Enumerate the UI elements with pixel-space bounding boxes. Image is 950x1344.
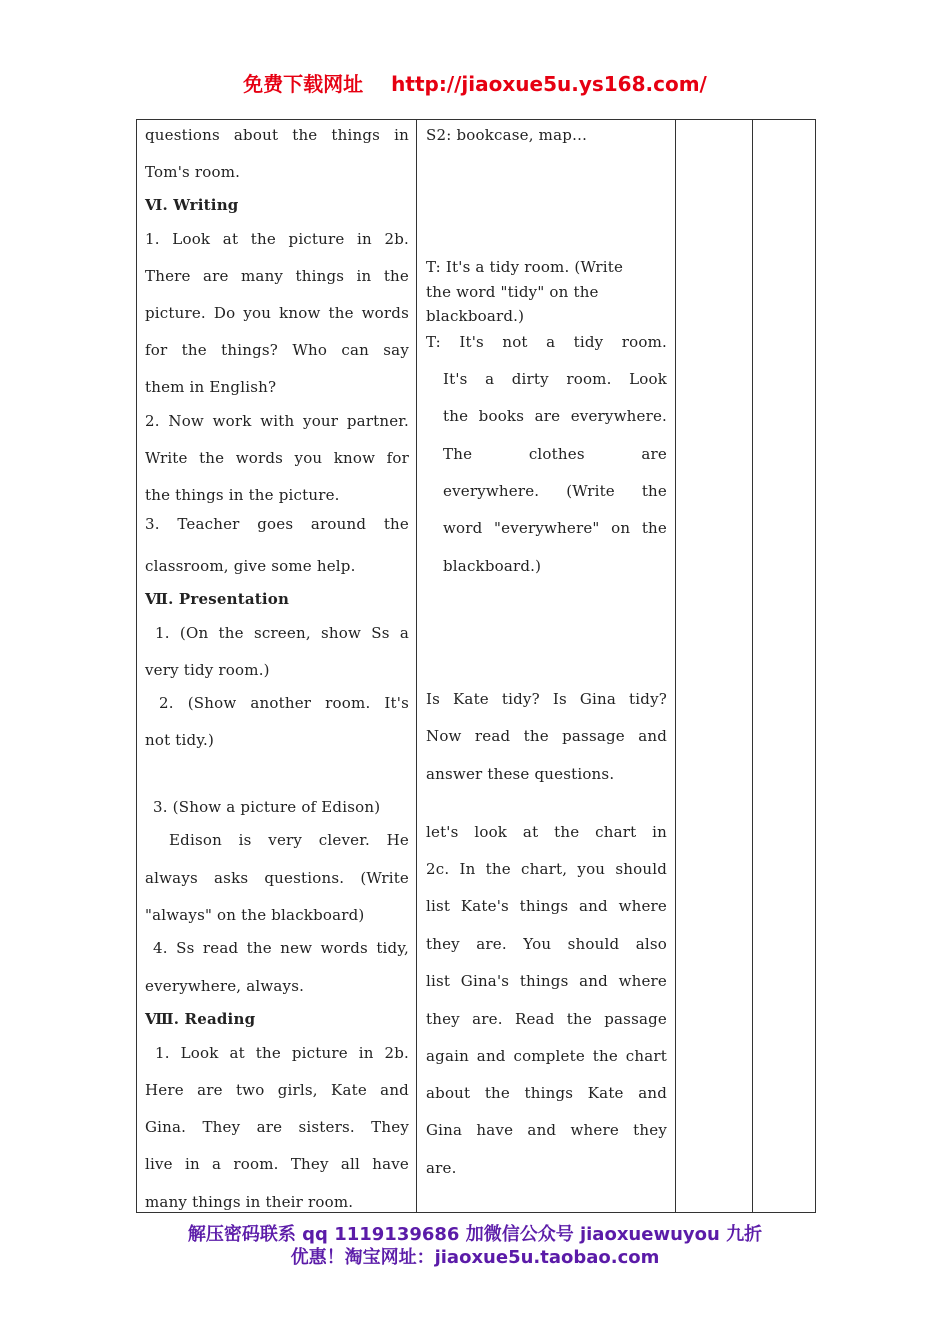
lesson-table bbox=[136, 119, 816, 1213]
text-line: Is Kate tidy? Is Gina tidy? bbox=[426, 690, 667, 708]
text-line: list Gina's things and where bbox=[426, 972, 667, 990]
section-heading-presentation: Ⅶ. Presentation bbox=[145, 590, 290, 608]
text-line: are. bbox=[426, 1159, 457, 1177]
text-line: the books are everywhere. bbox=[443, 407, 667, 425]
text-line: list Kate's things and where bbox=[426, 897, 667, 915]
text-line: everywhere, always. bbox=[145, 977, 305, 995]
student-activity-column bbox=[676, 120, 751, 1212]
header-url-link[interactable]: http://jiaoxue5u.ys168.com/ bbox=[391, 72, 707, 96]
page-header bbox=[0, 68, 950, 97]
text-line: answer these questions. bbox=[426, 765, 615, 783]
text-line: 4. Ss read the new words tidy, bbox=[153, 939, 409, 957]
text-line: Gina. They are sisters. They bbox=[145, 1118, 409, 1136]
text-line: It's a dirty room. Look bbox=[443, 370, 667, 388]
text-line: for the things? Who can say bbox=[145, 341, 409, 359]
text-line: Tom's room. bbox=[145, 163, 241, 181]
text-line: they are. You should also bbox=[426, 935, 667, 953]
text-line: live in a room. They all have bbox=[145, 1155, 409, 1173]
text-line: 3. (Show a picture of Edison) bbox=[153, 798, 381, 816]
text-line: many things in their room. bbox=[145, 1193, 354, 1211]
text-line: very tidy room.) bbox=[145, 661, 270, 679]
text-line: S2: bookcase, map… bbox=[426, 126, 588, 144]
text-line: Write the words you know for bbox=[145, 449, 409, 467]
text-line: The clothes are bbox=[443, 445, 667, 463]
footer-shop-line: 优惠！淘宝网址：jiaoxue5u.taobao.com bbox=[290, 1247, 660, 1268]
text-line: T: It's a tidy room. (Write bbox=[426, 258, 624, 276]
text-line: word "everywhere" on the bbox=[443, 519, 667, 537]
text-line: not tidy.) bbox=[145, 731, 215, 749]
text-line: picture. Do you know the words bbox=[145, 304, 409, 322]
text-line: 2c. In the chart, you should bbox=[426, 860, 667, 878]
text-line: 2. Now work with your partner. bbox=[145, 412, 409, 430]
section-heading-reading: Ⅷ. Reading bbox=[145, 1010, 256, 1028]
text-line: There are many things in the bbox=[145, 267, 409, 285]
text-line: classroom, give some help. bbox=[145, 557, 356, 575]
text-line: "always" on the blackboard) bbox=[145, 906, 365, 924]
section-heading-writing: Ⅵ. Writing bbox=[145, 196, 239, 214]
text-line: the word "tidy" on the bbox=[426, 283, 599, 301]
text-line: 1. Look at the picture in 2b. bbox=[145, 230, 409, 248]
text-line: Now read the passage and bbox=[426, 727, 667, 745]
text-line: 2. (Show another room. It's bbox=[159, 694, 409, 712]
text-line: 3. Teacher goes around the bbox=[145, 515, 409, 533]
text-line: them in English? bbox=[145, 378, 277, 396]
text-line: blackboard.) bbox=[443, 557, 542, 575]
text-line: about the things Kate and bbox=[426, 1084, 667, 1102]
text-line: questions about the things in bbox=[145, 126, 409, 144]
text-line: again and complete the chart bbox=[426, 1047, 667, 1065]
text-line: Edison is very clever. He bbox=[169, 831, 409, 849]
footer-contact-line: 解压密码联系 qq 1119139686 加微信公众号 jiaoxuewuyou 九折 bbox=[187, 1224, 763, 1245]
text-line: blackboard.) bbox=[426, 307, 525, 325]
text-line: 1. Look at the picture in 2b. bbox=[155, 1044, 409, 1062]
text-line: T: It's not a tidy room. bbox=[426, 333, 667, 351]
text-line: the things in the picture. bbox=[145, 486, 340, 504]
text-line: Gina have and where they bbox=[426, 1121, 667, 1139]
text-line: 1. (On the screen, show Ss a bbox=[155, 624, 409, 642]
text-line: they are. Read the passage bbox=[426, 1010, 667, 1028]
text-line: Here are two girls, Kate and bbox=[145, 1081, 409, 1099]
header-site-label: 免费下载网址 bbox=[243, 72, 364, 96]
text-line: always asks questions. (Write bbox=[145, 869, 409, 887]
notes-column bbox=[753, 120, 815, 1212]
text-line: everywhere. (Write the bbox=[443, 482, 667, 500]
text-line: let's look at the chart in bbox=[426, 823, 667, 841]
column-divider bbox=[416, 120, 417, 1212]
